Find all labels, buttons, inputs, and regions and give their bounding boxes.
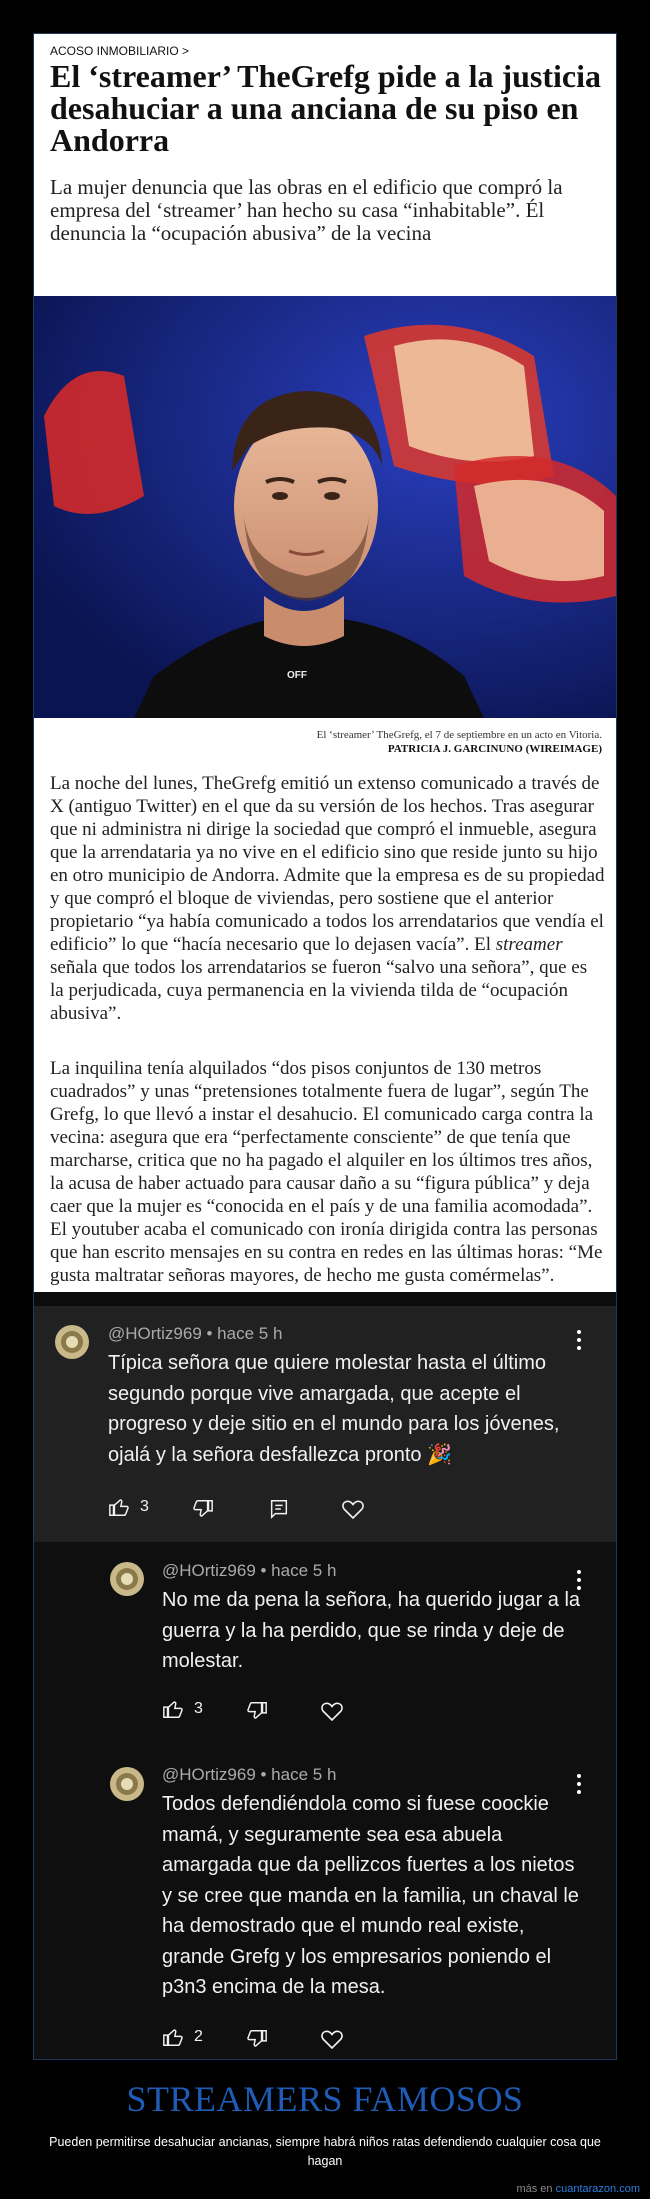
like-button[interactable] bbox=[108, 1496, 149, 1518]
like-icon bbox=[108, 1496, 130, 1518]
heart-icon bbox=[320, 2028, 344, 2050]
like-count: 3 bbox=[194, 1700, 203, 1717]
post-title[interactable]: STREAMERS FAMOSOS bbox=[126, 2079, 524, 2119]
reply-button[interactable] bbox=[268, 1498, 290, 1520]
reply-icon bbox=[268, 1498, 290, 1520]
comment-author[interactable]: @HOrtiz969 • hace 5 h bbox=[108, 1324, 283, 1343]
article-paragraph-2: La inquilina tenía alquilados “dos pisos conjuntos de 130 metros cuadrados” y unas “pretensiones totalmente fuera de lugar”, según The Grefg, lo que llevó a instar el desahucio. El comunicado carga contra la vecina: asegura que era “perfectamente consciente” de que tenía que marcharse, critica que no ha pagado el alquiler en los últimos tres años, la acusa de haber actuado para causar daño a su “figura pública” y deja caer que la mujer es “conocida en el país y de una familia acomodada”. El youtuber acaba el comunicado con ironía dirigida contra las personas que han escrito mensajes en su contra en redes en las últimas horas: “Me gusta maltratar señoras mayores, de hecho me gusta comérmelas”. bbox=[50, 1058, 603, 1286]
site-link[interactable]: cuantarazon.com bbox=[555, 2183, 640, 2195]
avatar[interactable] bbox=[109, 1766, 145, 1802]
avatar[interactable] bbox=[109, 1561, 145, 1597]
article-paragraph-1 bbox=[50, 772, 605, 1025]
like-count: 2 bbox=[194, 2028, 203, 2045]
article-photo bbox=[34, 296, 616, 718]
heart-button[interactable] bbox=[320, 1700, 344, 1722]
caption-text: El ‘streamer’ TheGrefg, el 7 de septiembre en un acto en Vitoria. bbox=[316, 729, 602, 741]
heart-icon bbox=[341, 1498, 365, 1520]
like-button[interactable] bbox=[162, 2026, 203, 2048]
like-count: 3 bbox=[140, 1498, 149, 1515]
like-icon bbox=[162, 2026, 184, 2048]
site-prefix: más en bbox=[516, 2183, 556, 2195]
paragraph-1-italic: streamer bbox=[495, 934, 563, 955]
comment-thread-top bbox=[34, 1306, 616, 1542]
avatar[interactable] bbox=[54, 1324, 90, 1360]
avatar-emblem-icon bbox=[109, 1561, 145, 1597]
comment-text: No me da pena la señora, ha querido jugar a la guerra y la ha perdido, que se rinda y deje de molestar. bbox=[162, 1589, 581, 1672]
paragraph-1-text-end: señala que todos los arrendatarios se fueron “salvo una señora”, que es la perjudicada, cuya permanencia en la vivienda tilda de “ocupación abusiva”. bbox=[50, 957, 588, 1024]
post-subtitle: Pueden permitirse desahuciar ancianas, siempre habrá niños ratas defendiendo cualquier cosa que hagan bbox=[49, 2135, 601, 2168]
like-icon bbox=[162, 1698, 184, 1720]
streamer-photo-illustration bbox=[34, 296, 616, 718]
article-subtitle: La mujer denuncia que las obras en el edificio que compró la empresa del ‘streamer’ han hecho su casa “inhabitable”. Él denuncia la “ocupación abusiva” de la vecina bbox=[50, 175, 563, 245]
dislike-button[interactable] bbox=[246, 2028, 268, 2050]
like-button[interactable] bbox=[162, 1698, 203, 1720]
comment-replies bbox=[34, 1542, 616, 2058]
shirt-print: OFF bbox=[287, 670, 307, 681]
paragraph-1-text: La noche del lunes, TheGrefg emitió un extenso comunicado a través de X (antiguo Twitter) en el que da su versión de los hechos. Tras asegurar que ni administra ni dirige la sociedad que compró el inmueble, asegura que la arrendataria ya no vive en el edificio sino que reside junto su hijo en otro municipio de Andorra. Admite que la empresa es de su propiedad y que compró el bloque de viviendas, pero sostiene que el anterior propietario “ya había comunicado a todos los arrendatarios que vendía el edificio” lo que “hacía necesario que lo dejasen vacía”. El bbox=[50, 773, 605, 955]
avatar-emblem-icon bbox=[109, 1766, 145, 1802]
photo-caption bbox=[317, 728, 602, 756]
avatar-emblem-icon bbox=[54, 1324, 90, 1360]
site-credit bbox=[516, 2183, 640, 2195]
news-article bbox=[34, 34, 616, 1292]
comment-author[interactable]: @HOrtiz969 • hace 5 h bbox=[162, 1561, 337, 1580]
comment-text: Típica señora que quiere molestar hasta el último segundo porque vive amargada, que acepte el progreso y deje sitio en el mundo para los jóvenes, ojalá y la señora desfallezca pronto 🎉 bbox=[108, 1352, 560, 1466]
article-kicker[interactable]: ACOSO INMOBILIARIO > bbox=[50, 44, 190, 58]
heart-button[interactable] bbox=[320, 2028, 344, 2050]
dislike-icon bbox=[192, 1498, 214, 1520]
comment-text: Todos defendiéndola como si fuese coockie mamá, y seguramente sea esa abuela amargada que da pellizcos fuertes a los nietos y se cree que manda en la familia, un chaval le ha demostrado que el mundo real existe, grande Grefg y los empresarios poniendo el p3n3 encima de la mesa. bbox=[162, 1793, 579, 1998]
dislike-button[interactable] bbox=[246, 1700, 268, 1722]
dislike-icon bbox=[246, 1700, 268, 1722]
dislike-button[interactable] bbox=[192, 1498, 214, 1520]
heart-icon bbox=[320, 1700, 344, 1722]
dislike-icon bbox=[246, 2028, 268, 2050]
comment-author[interactable]: @HOrtiz969 • hace 5 h bbox=[162, 1765, 337, 1784]
article-headline: El ‘streamer’ TheGrefg pide a la justicia desahuciar a una anciana de su piso en Andorra bbox=[50, 58, 602, 158]
heart-button[interactable] bbox=[341, 1498, 365, 1520]
photo-credit: PATRICIA J. GARCINUNO (WIREIMAGE) bbox=[387, 743, 602, 755]
